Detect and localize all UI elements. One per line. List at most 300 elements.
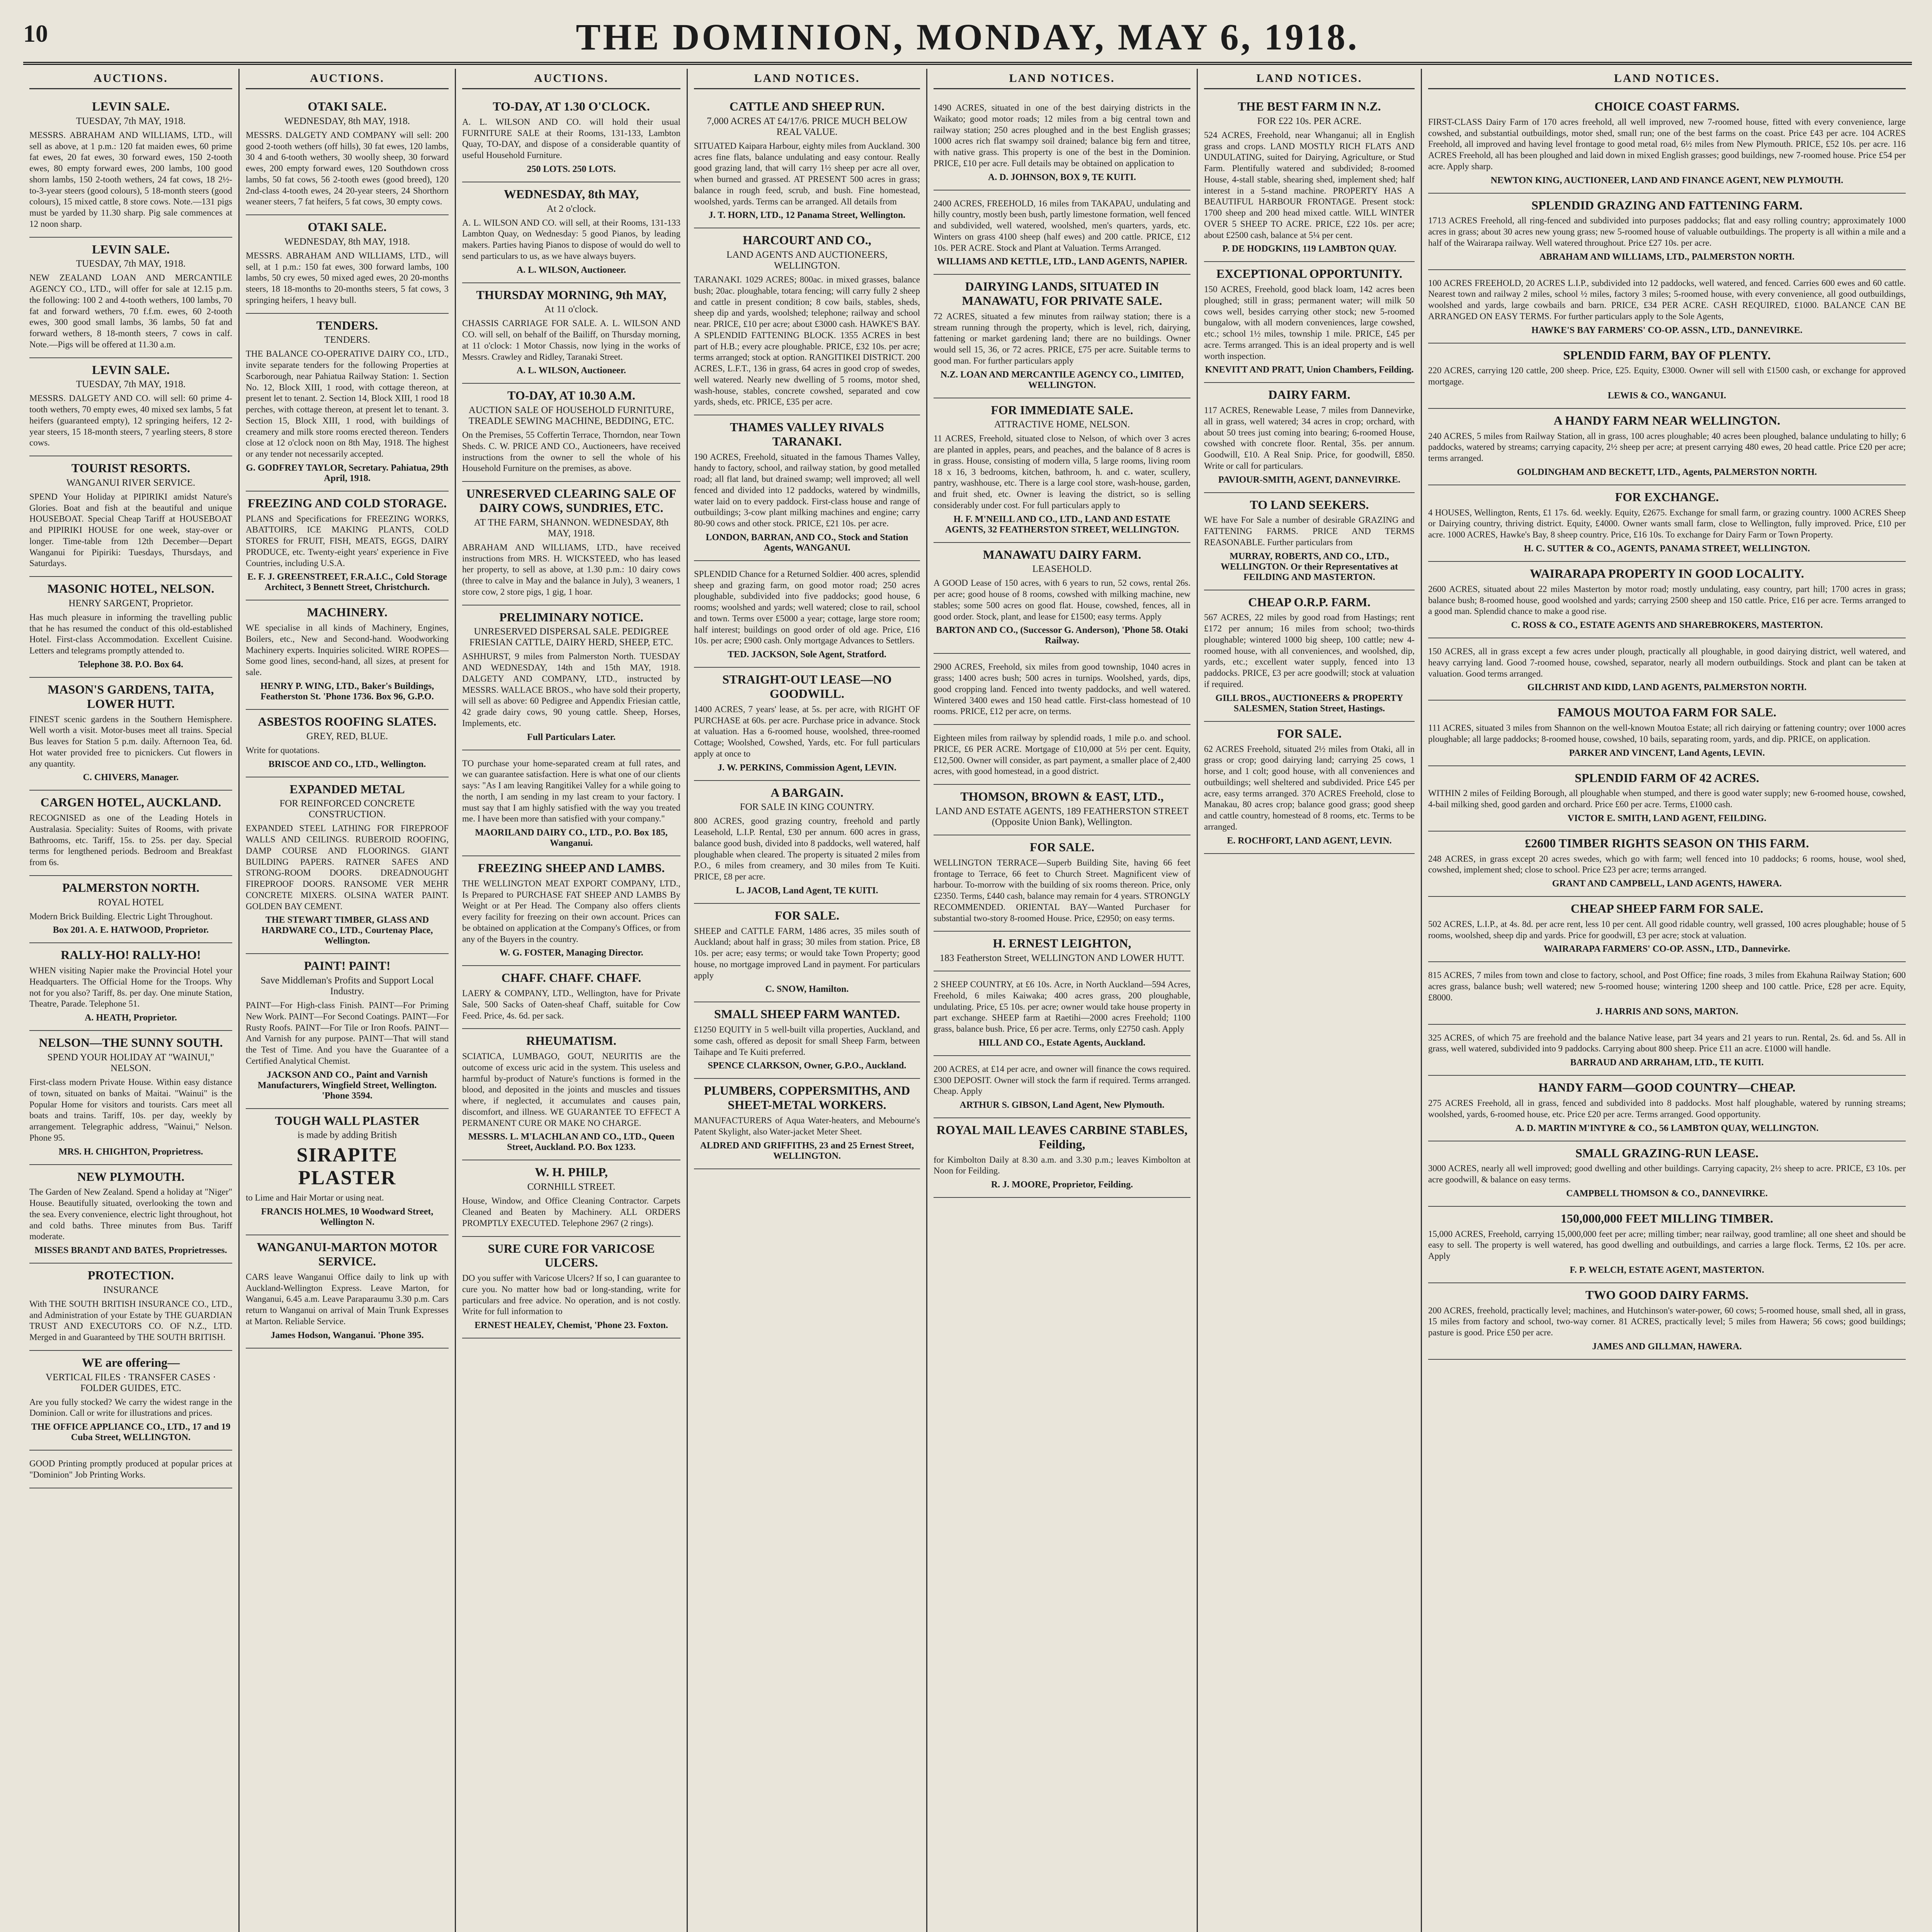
ad-heading: TO-DAY, AT 10.30 A.M. xyxy=(507,388,636,403)
ad-body: Are you fully stocked? We carry the widest range in the Dominion. Call or write for illustrations and prices. xyxy=(29,1397,232,1418)
classified-ad xyxy=(934,835,1190,932)
classified-ad xyxy=(1428,270,1906,344)
ad-signature: P. DE HODGKINS, 119 LAMBTON QUAY. xyxy=(1222,244,1396,254)
classified-ad xyxy=(29,876,232,944)
classified-ad xyxy=(694,781,920,904)
ad-body: TARANAKI. 1029 ACRES; 800ac. in mixed grasses, balance bush; 20ac. ploughable, totara fencing; will carry fully 2 sheep and cattle in present condition; 8 cow bails, stables, sheds, sheep dip and yards, woolshed; telephone; railway and school near. PRICE, £10 per acre; about £3000 cash. HAWKE'S BAY. A SPLENDID FATTENING BLOCK. 1355 ACRES in best part of H.B.; every acre ploughable. PRICE, £32 10s. per acre; terms arranged; stock at option. RANGITIKEI DISTRICT. 200 ACRES, L.F.T., 136 in grass, 64 acres in good crop of swedes, well watered. Nearly new dwelling of 5 rooms, motor shed, wash-house, stables, concrete cowshed, separated and cow yards, sheds, etc. PRICE, £35 per acre. xyxy=(694,275,920,407)
ad-body: House, Window, and Office Cleaning Contractor. Carpets Cleaned and Beaten by Machinery. ALL ORDERS PROMPTLY EXECUTED. Telephone 2967 (2 rings). xyxy=(462,1196,680,1228)
ad-heading: MACHINERY. xyxy=(307,605,388,619)
ad-signature: WILLIAMS AND KETTLE, LTD., LAND AGENTS, NAPIER. xyxy=(937,257,1187,267)
ad-heading: PALMERSTON NORTH. xyxy=(62,880,200,895)
ad-signature: C. ROSS & CO., ESTATE AGENTS AND SHAREBROKERS, MASTERTON. xyxy=(1511,620,1823,631)
classified-ad xyxy=(462,1029,680,1160)
ad-body: Modern Brick Building. Electric Light Throughout. xyxy=(29,911,213,921)
ad-heading: CHEAP SHEEP FARM FOR SALE. xyxy=(1570,901,1764,916)
ad-heading: ROYAL MAIL LEAVES CARBINE STABLES, Feilding, xyxy=(936,1123,1188,1151)
ad-body: 117 ACRES, Renewable Lease, 7 miles from Dannevirke, all in grass, well watered; 34 acres in crop; orchard, with about 50 trees just coming into bearing; 6-roomed House, cowshed with concrete floor. Rental, 35s. per annum. Goodwill, £10. A Real Snip. Price, for goodwill, £850. Write or call for particulars. xyxy=(1204,405,1415,471)
ad-signature: E. ROCHFORT, LAND AGENT, LEVIN. xyxy=(1227,835,1392,846)
ad-body: 150 ACRES, all in grass except a few acres under plough, practically all ploughable, in good dairying district, well watered, and heavy carrying land. Good 7-roomed house, cowshed, separator, nearly all modern outbuildings. Stock and plant can be taken at valuation. Good terms arranged. xyxy=(1428,646,1906,679)
ad-heading: SURE CURE FOR VARICOSE ULCERS. xyxy=(488,1241,655,1270)
ad-body: RECOGNISED as one of the Leading Hotels in Australasia. Speciality: Suites of Rooms, with private Bathrooms, etc. Tariff, 15s. to 25s. per day. Special terms for lengthened periods. Bedroom and Breakfast from 6s. xyxy=(29,813,232,867)
classified-ad xyxy=(934,654,1190,725)
classified-ad xyxy=(462,856,680,966)
ad-heading: A BARGAIN. xyxy=(770,785,844,799)
classified-ad xyxy=(462,384,680,482)
classified-ad xyxy=(934,95,1190,190)
ad-signature: Telephone 38. P.O. Box 64. xyxy=(78,659,184,670)
ad-signature: HENRY P. WING, LTD., Baker's Buildings, Featherston St. 'Phone 1736. Box 96, G.P.O. xyxy=(260,681,434,702)
column-heading: LAND NOTICES. xyxy=(934,69,1190,89)
ad-body: 502 ACRES, L.I.P., at 4s. 8d. per acre rent, less 10 per cent. All good ridable country, well grassed, 100 acres ploughable; house of 5 rooms, woolshed, sheep dip and yards. Price for goodwill, £3 per acre; stock at valuation. xyxy=(1428,919,1906,940)
ad-heading: THURSDAY MORNING, 9th MAY, xyxy=(476,287,667,302)
ad-body: 111 ACRES, situated 3 miles from Shannon on the well-known Moutoa Estate; all rich dairying or fattening country; over 1000 acres ploughable; all large paddocks; 8-roomed house, cowshed, 10 bails, separating room, yards, and dip. PRICE, on application. xyxy=(1428,723,1906,744)
classified-ad xyxy=(246,1235,449,1348)
ad-heading: FOR SALE. xyxy=(1029,840,1095,854)
ad-subheading: Save Middleman's Profits and Support Local Industry. xyxy=(260,975,434,997)
ad-signature: HILL AND CO., Estate Agents, Auckland. xyxy=(978,1037,1146,1048)
classified-ad xyxy=(462,95,680,182)
ad-body: MANUFACTURERS of Aqua Water-heaters, and Mebourne's Patent Skylight, also Water-jacket Meter Sheet. xyxy=(694,1116,920,1136)
ad-signature: G. GODFREY TAYLOR, Secretary. Pahiatua, 29th April, 1918. xyxy=(246,463,449,483)
columns xyxy=(23,69,1912,1932)
classified-ad xyxy=(934,398,1190,543)
ad-signature: ABRAHAM AND WILLIAMS, LTD., PALMERSTON NORTH. xyxy=(1539,252,1795,262)
classified-ad xyxy=(1428,701,1906,766)
classified-ad xyxy=(29,1351,232,1451)
ad-signature: E. F. J. GREENSTREET, F.R.A.I.C., Cold Storage Architect, 3 Bennett Street, Christchurch. xyxy=(247,572,447,593)
classified-ad xyxy=(462,605,680,750)
classified-ad xyxy=(934,932,1190,971)
ad-subheading: TENDERS. xyxy=(324,335,370,345)
ad-body: 2 SHEEP COUNTRY, at £6 10s. Acre, in North Auckland—594 Acres, Freehold, 6 miles Kaiwaka; 400 acres grass, 200 ploughable, undulating. Price, £5 10s. per acre; owner would take house property in part exchange. SHEEP farm at Raetihi—2000 acres Freehold; 1100 grass, balance bush. Price, £6 per acre. Terms, only £2750 cash. Apply xyxy=(934,980,1190,1034)
ad-signature: PAVIOUR-SMITH, AGENT, DANNEVIRKE. xyxy=(1218,474,1401,485)
ad-body: 815 ACRES, 7 miles from town and close to factory, school, and Post Office; fine roads, 3 miles from Ekahuna Railway Station; 600 acres grass, balance bush; well watered; new 5-roomed house; wintering 1200 sheep and 100 cattle. Price, £28 per acre. Equity, £8000. xyxy=(1428,970,1906,1002)
ad-signature: BARTON AND CO., (Successor G. Anderson), 'Phone 58. Otaki Railway. xyxy=(936,625,1188,646)
ad-signature: N.Z. LOAN AND MERCANTILE AGENCY CO., LIMITED, WELLINGTON. xyxy=(940,369,1184,390)
classified-ad xyxy=(29,1451,232,1488)
column-heading: AUCTIONS. xyxy=(246,69,449,89)
ad-heading: FOR SALE. xyxy=(1277,726,1342,740)
classified-ad xyxy=(694,561,920,668)
ad-signature: F. P. WELCH, ESTATE AGENT, MASTERTON. xyxy=(1570,1265,1764,1275)
ad-body: 567 ACRES, 22 miles by good road from Hastings; rent £172 per annum; 16 miles from school; two-thirds ploughable; wintered 1000 big sheep, 100 cattle; new 4-roomed house, with all conveniences, and woolshed, dip, yards, etc.; excellent water supply, fenced into 13 paddocks. PRICE, £3 per acre goodwill; stock at valuation if required. xyxy=(1204,612,1415,689)
ad-body: WHEN visiting Napier make the Provincial Hotel your Headquarters. The Official Home for the Troops. Why not for you also? Tariff, 8s. per day. One minute Station, Theatre, Parade. Telephone 51. xyxy=(29,966,232,1009)
ad-body: MESSRS. DALGETY AND CO. will sell: 60 prime 4-tooth wethers, 70 empty ewes, 40 mixed sex lambs, 5 fat heifers (guaranteed empty), 12 springing heifers, 12 2-year steers, 15 18-month steers, 7 yearling steers, 8 store cows. xyxy=(29,393,232,448)
ad-signature: BRISCOE AND CO., LTD., Wellington. xyxy=(268,759,426,769)
ad-signature: LONDON, BARRAN, AND CO., Stock and Station Agents, WANGANUI. xyxy=(706,532,908,553)
classified-ad xyxy=(1428,832,1906,897)
column-heading: AUCTIONS. xyxy=(462,69,680,89)
ad-heading: CATTLE AND SHEEP RUN. xyxy=(729,99,885,113)
ad-body: 200 ACRES, freehold, practically level; machines, and Hutchinson's water-power, 60 cows; 5-roomed house, small shed, all in grass, 15 miles from factory and school, two-way corner. 81 ACRES, practically level; 5 miles from Hawera; 56 cows; good buildings; pasture is good. Price £50 per acre. xyxy=(1428,1305,1906,1338)
column-3 xyxy=(456,69,688,1932)
ad-heading: SMALL SHEEP FARM WANTED. xyxy=(714,1007,900,1021)
ad-subheading: VERTICAL FILES · TRANSFER CASES · FOLDER GUIDES, ETC. xyxy=(46,1372,216,1393)
classified-ad xyxy=(1204,262,1415,383)
classified-ad xyxy=(1204,590,1415,722)
ad-body: LAERY & COMPANY, LTD., Wellington, have for Private Sale, 500 Sacks of Oaten-sheaf Chaff, suitable for Cow Feed. Price, 4s. 6d. per sack. xyxy=(462,988,680,1020)
ad-body: 1400 ACRES, 7 years' lease, at 5s. per acre, with RIGHT OF PURCHASE at 60s. per acre. Purchase price in advance. Stock at valuation. Has a 6-roomed house, woolshed, three-roomed Cottage; Woolshed, Cowshed, Yards, etc. For full particulars apply at once to xyxy=(694,704,920,759)
ad-body: 3000 ACRES, nearly all well improved; good dwelling and other buildings. Carrying capacity, 2½ sheep to acre. PRICE, £3 10s. per acre goodwill, & balance on easy terms. xyxy=(1428,1163,1906,1185)
ad-body: 62 ACRES Freehold, situated 2½ miles from Otaki, all in grass or crop; good dairying land; carrying 25 cows, 1 horse, and 1 colt; good house, with all conveniences and outbuildings; well sheltered and subdivided. Price £45 per acre, easy terms arranged. 370 ACRES Freehold, close to Manakau, 80 acres crop; balance good grass; good sheep and cattle country, homestead of 8 rooms, etc. Terms to be arranged. xyxy=(1204,744,1415,832)
ad-heading: WAIRARAPA PROPERTY IN GOOD LOCALITY. xyxy=(1530,566,1804,580)
ad-heading: MASON'S GARDENS, TAITA, LOWER HUTT. xyxy=(48,682,214,711)
ad-signature: W. G. FOSTER, Managing Director. xyxy=(499,948,643,958)
ad-signature: BARRAUD AND ARRAHAM, LTD., TE KUITI. xyxy=(1570,1058,1764,1068)
ad-signature: A. HEATH, Proprietor. xyxy=(85,1013,177,1023)
ad-body: 190 ACRES, Freehold, situated in the famous Thames Valley, handy to factory, school, and railway station, by good metalled road; all flat land, but drained swamp; well improved; all well fenced and divided into 12 paddocks, watered by windmills, water laid on to every paddock. First-class house and range of outbuildings; 3-cow plant milking machines and engine; carry 80-90 cows and other stock. PRICE, £21 10s. per acre. xyxy=(694,452,920,529)
classified-ad xyxy=(694,228,920,415)
classified-ad xyxy=(462,182,680,283)
ad-signature: KNEVITT AND PRATT, Union Chambers, Feilding. xyxy=(1205,365,1414,375)
column-6 xyxy=(1198,69,1422,1932)
ad-body: 15,000 ACRES, Freehold, carrying 15,000,000 feet per acre; milling timber; near railway, good tramline; all one sheet and should be easy to sell. The property is well watered, has good dwelling and outbuildings, and carries a large flock. Terms, £2 10s. per acre. Apply xyxy=(1428,1229,1906,1261)
ad-body: A GOOD Lease of 150 acres, with 6 years to run, 52 cows, rental 26s. per acre; good house of 8 rooms, cowshed with milking machine, new stables; some 500 acres on good flat. House, cowshed, fences, all in good order. Stock, plant, and lease for £1500; easy terms. Apply xyxy=(934,578,1190,621)
ad-heading: SPLENDID FARM, BAY OF PLENTY. xyxy=(1563,348,1771,362)
ad-heading: TO-DAY, AT 1.30 O'CLOCK. xyxy=(493,99,650,113)
ad-body: DO you suffer with Varicose Ulcers? If so, I can guarantee to cure you. No matter how bad or long-standing, write for particulars and free advice. No operation, and is not costly. Write for full information to xyxy=(462,1273,680,1316)
classified-ad xyxy=(1428,194,1906,270)
ad-heading: NELSON—THE SUNNY SOUTH. xyxy=(39,1036,223,1050)
ad-signature: NEWTON KING, AUCTIONEER, LAND AND FINANCE AGENT, NEW PLYMOUTH. xyxy=(1490,175,1844,185)
ad-body: FINEST scenic gardens in the Southern Hemisphere. Well worth a visit. Motor-buses meet all trains. Special Bus leaves for Station 5 p.m. daily. Afternoon Tea, 6d. Hot water provided free to picnickers. Cut flowers in any quantity. xyxy=(29,714,232,769)
ad-signature: MAORILAND DAIRY CO., LTD., P.O. Box 185, Wanganui. xyxy=(475,828,668,849)
classified-ad xyxy=(934,785,1190,835)
ad-signature: FRANCIS HOLMES, 10 Woodward Street, Wellington N. xyxy=(261,1207,434,1228)
ad-heading: WE are offering— xyxy=(82,1355,180,1369)
ad-body: THE BALANCE CO-OPERATIVE DAIRY CO., LTD., invite separate tenders for the following Properties at Scarborough, near Pahiatua Railway Station: 1. Section No. 12, Block XIII, 1 rood, with cottage thereon, at present let to tenant. 2. Section 14, Block XIII, 1 rood 18 perches, with cottage thereon, at present let to tenant. 3. Section 15, Block XIII, 1 rood, with buildings of creamery and milk store rooms erected thereon. Tenders close at 12 o'clock noon on 8th May, 1918. The highest or any tender not necessarily accepted. xyxy=(246,349,449,459)
classified-ad xyxy=(1428,95,1906,194)
ad-heading: EXCEPTIONAL OPPORTUNITY. xyxy=(1216,267,1403,281)
ad-subheading: TUESDAY, 7th MAY, 1918. xyxy=(76,379,186,390)
ad-subheading: UNRESERVED DISPERSAL SALE. PEDIGREE FRIESIAN CATTLE, DAIRY HERD, SHEEP, ETC. xyxy=(469,626,673,648)
classified-ad xyxy=(934,275,1190,398)
classified-ad xyxy=(1428,1076,1906,1141)
classified-ad xyxy=(29,577,232,678)
column-heading: LAND NOTICES. xyxy=(694,69,920,89)
ad-signature: R. J. MOORE, Proprietor, Feilding. xyxy=(991,1180,1133,1190)
ad-subheading: 7,000 ACRES AT £4/17/6. PRICE MUCH BELOW REAL VALUE. xyxy=(706,116,908,137)
ad-body: On the Premises, 55 Coffertin Terrace, Thorndon, near Town Sheds. C. W. PRICE AND CO., Auctioneers, have received instructions from the owner to sell the whole of his Household Furniture on the premises, as above. xyxy=(462,430,680,473)
classified-ad xyxy=(694,415,920,561)
ad-body: 2400 ACRES, FREEHOLD, 16 miles from TAKAPAU, undulating and hilly country, mostly been bush, partly limestone formation, well fenced and subdivided, well watered, woolshed, men's quarters, yards, etc. Winters on grass 4100 sheep (half ewes) and 200 cattle. PRICE, £12 10s. PER ACRE. Stock and Plant at Valuation. Terms Arranged. xyxy=(934,198,1190,253)
ad-heading: PROTECTION. xyxy=(87,1268,174,1282)
ad-heading: FOR IMMEDIATE SALE. xyxy=(991,403,1133,417)
ad-signature: GILL BROS., AUCTIONEERS & PROPERTY SALESMEN, Station Street, Hastings. xyxy=(1215,693,1403,714)
ad-body: MESSRS. DALGETY AND COMPANY will sell: 200 good 2-tooth wethers (off hills), 30 fat ewes, 120 lambs, 30 4 and 6-tooth wethers, 30 woolly sheep, 30 forward ewes, 200 empty forward ewes, 120 Southdown cross lambs, 50 fat cows, 56 2-tooth ewes (good breed), 120 2nd-class 4-tooth ewes, 24 20-year steers, 24 Shorthorn weaner steers, 7 fat heifers, 5 fat cows, 30 empty cows. xyxy=(246,130,449,207)
ad-body: 100 ACRES FREEHOLD, 20 ACRES L.I.P., subdivided into 12 paddocks, well watered, and fenced. Carries 600 ewes and 60 cattle. Nearest town and railway 2 miles, school ½ miles, factory 3 miles; 5-roomed house, with every convenience, all good outbuildings, woolshed and yards, large cowbails and barn. PRICE, £34 PER ACRE. CASH REQUIRED, £1000. BALANCE CAN BE ARRANGED ON EASY TERMS. For further particulars apply to the Sole Agents, xyxy=(1428,278,1906,321)
ad-heading: OTAKI SALE. xyxy=(308,220,387,234)
column-1 xyxy=(23,69,240,1932)
classified-ad xyxy=(246,777,449,954)
classified-ad xyxy=(934,971,1190,1056)
ad-heading: SMALL GRAZING-RUN LEASE. xyxy=(1575,1146,1759,1160)
ad-body: CARS leave Wanganui Office daily to link up with Auckland-Wellington Express. Leave Marton, for Wanganui, 6.45 a.m. Leave Paraparaumu 3.30 p.m. Cars return to Wanganui on arrival of Main Trunk Expresses at Marton. Reliable Service. xyxy=(246,1272,449,1326)
ad-heading: TENDERS. xyxy=(316,318,378,332)
ad-subheading: TUESDAY, 7th MAY, 1918. xyxy=(76,259,186,269)
ad-body: PAINT—For High-class Finish. PAINT—For Priming New Work. PAINT—For Second Coatings. PAINT—For Rusty Roofs. PAINT—For Tile or Iron Roofs. PAINT—And Varnish for any purpose. PAINT—That will stand the Test of Time. And you have the Guarantee of a Certified Analytical Chemist. xyxy=(246,1000,449,1066)
masthead xyxy=(23,15,1912,65)
column-5 xyxy=(927,69,1198,1932)
ad-body: ABRAHAM AND WILLIAMS, LTD., have received instructions from MRS. H. WICKSTEED, who has leased her property, to sell as above, at 1.30 p.m.: 10 dairy cows (three to calve in May and the balance in July), 3 weaners, 1 store cow, 2 store pigs, 1 gig, 1 hoar. xyxy=(462,542,680,597)
classified-ad xyxy=(246,215,449,314)
classified-ad xyxy=(694,95,920,228)
ad-body: Has much pleasure in informing the travelling public that he has resumed the conduct of this old-established Hotel. First-class Accommodation. Excellent Cuisine. Letters and telegrams promptly attended to. xyxy=(29,612,232,656)
classified-ad xyxy=(246,492,449,601)
classified-ad xyxy=(29,678,232,791)
ad-body: PLANS and Specifications for FREEZING WORKS, ABATTOIRS, ICE MAKING PLANTS, COLD STORES for FRUIT, FISH, MEATS, EGGS, DAIRY PRODUCE, etc. Twenty-eight years' experience in Five Countries, including U.S.A. xyxy=(246,514,449,568)
classified-ad xyxy=(934,1118,1190,1198)
ad-heading: RALLY-HO! RALLY-HO! xyxy=(61,948,201,962)
ad-signature: PARKER AND VINCENT, Land Agents, LEVIN. xyxy=(1569,748,1765,758)
ad-signature: THE OFFICE APPLIANCE CO., LTD., 17 and 19 Cuba Street, WELLINGTON. xyxy=(31,1422,231,1443)
ad-body: The Garden of New Zealand. Spend a holiday at "Niger" House. Beautifully situated, overlooking the town and the sea. Every convenience, electric light throughout, hot and cold baths. Three minutes from Bus. Tariff moderate. xyxy=(29,1187,232,1242)
ad-body: A. L. WILSON AND CO. will hold their usual FURNITURE SALE at their Rooms, 131-133, Lambton Quay, TO-DAY, and dispose of a considerable quantity of useful Household Furniture. xyxy=(462,117,680,160)
ad-body: WE specialise in all kinds of Machinery, Engines, Boilers, etc., New and Second-hand. Woodworking Machinery experts. Inquiries solicited. WIRE ROPES—Some good lines, second-hand, all sizes, at present for sale. xyxy=(246,623,449,677)
ad-display-text: SIRAPITE PLASTER xyxy=(296,1144,398,1189)
ad-heading: PRELIMINARY NOTICE. xyxy=(499,610,643,624)
ad-body: Eighteen miles from railway by splendid roads, 1 mile p.o. and school. PRICE, £6 PER ACRE. Mortgage of £10,000 at 5½ per cent. Equity, £12,500. Owner will consider, as part payment, a smaller place of 2,400 acres, with good homestead, in a good district. xyxy=(934,733,1190,776)
ad-heading: SPLENDID GRAZING AND FATTENING FARM. xyxy=(1531,198,1803,212)
classified-ad xyxy=(1428,897,1906,962)
classified-ad xyxy=(1428,562,1906,638)
ad-signature: VICTOR E. SMITH, LAND AGENT, FEILDING. xyxy=(1567,813,1767,823)
ad-heading: WEDNESDAY, 8th MAY, xyxy=(503,187,639,201)
ad-body: to Lime and Hair Mortar or using neat. xyxy=(246,1193,384,1203)
ad-heading: ASBESTOS ROOFING SLATES. xyxy=(258,714,437,728)
classified-ad xyxy=(246,600,449,710)
classified-ad xyxy=(1204,722,1415,854)
ad-heading: DAIRYING LANDS, SITUATED IN MANAWATU, FOR PRIVATE SALE. xyxy=(962,279,1162,308)
classified-ad xyxy=(1204,383,1415,493)
classified-ad xyxy=(1428,638,1906,701)
ad-body: 325 ACRES, of which 75 are freehold and the balance Native lease, part 34 years and 21 years to run. Rental, 2s. 6d. and 5s. All in grass, well watered, subdivided into 9 paddocks. Carrying about 800 sheep. Price £11 an acre. £1000 will handle. xyxy=(1428,1032,1906,1054)
classified-ad xyxy=(29,943,232,1031)
ad-heading: £2600 TIMBER RIGHTS SEASON ON THIS FARM. xyxy=(1525,836,1809,850)
ad-subheading: WANGANUI RIVER SERVICE. xyxy=(66,477,196,488)
ad-heading: FREEZING SHEEP AND LAMBS. xyxy=(478,861,665,875)
column-heading: LAND NOTICES. xyxy=(1204,69,1415,89)
classified-ad xyxy=(1428,1141,1906,1207)
ad-body: ASHHURST, 9 miles from Palmerston North. TUESDAY AND WEDNESDAY, 14th and 15th MAY, 1918. DALGETY AND COMPANY, LTD., instructed by MESSRS. WALLACE BROS., who have sold their property, will sell as above: 60 Pedigree and Appendix Friesian cattle, 42 grade dairy cows, 90 young cattle. Sheep, Horses, Implements, etc. xyxy=(462,651,680,728)
ad-body: 150 ACRES, Freehold, good black loam, 142 acres been ploughed; still in grass; permanent water; will milk 50 cows well, besides carrying other stock; new 5-roomed bungalow, with all modern conveniences, large cowshed, etc.; school 1½ miles, township 1 mile. PRICE, £45 per acre. Terms arranged. This is an ideal property and is well worth inspection. xyxy=(1204,284,1415,361)
ad-signature: C. SNOW, Hamilton. xyxy=(765,984,849,995)
classified-ad xyxy=(1204,493,1415,590)
ad-heading: TOUGH WALL PLASTER xyxy=(275,1113,420,1128)
ad-heading: FAMOUS MOUTOA FARM FOR SALE. xyxy=(1557,705,1777,719)
ad-body: 524 ACRES, Freehold, near Whanganui; all in English grass and crops. LAND MOSTLY RICH FLATS AND UNDULATING, suited for Dairying, Agriculture, or Stud Farm. Plentifully watered and subdivided; 8-roomed House, 4-stall stable, shearing shed, implement shed; half interest in a 5-stand machine. PROPERTY HAS A BEAUTIFUL HARBOUR FRONTAGE. Present stock: 1700 sheep and 200 head mixed cattle. WILL WINTER OVER 5 SHEEP TO ACRE. PRICE, £22 10s. per acre; about £2500 cash, balance at 5¼ per cent. xyxy=(1204,130,1415,240)
ad-heading: MANAWATU DAIRY FARM. xyxy=(983,547,1141,561)
ad-subheading: LAND AGENTS AND AUCTIONEERS, WELLINGTON. xyxy=(726,250,888,271)
ad-body: SPLENDID Chance for a Returned Soldier. 400 acres, splendid sheep and grazing farm, on good motor road; 250 acres ploughable, subdivided into five paddocks; good house, 6 rooms; woolshed and yards; well watered; close to rail, school and town. Terms over £5000 a year; cottage, large store room; half interest; buildings on good order of old age. Price, £16 10s. per acre; £900 cash. Only mortgage Advances to Settlers. xyxy=(694,569,920,646)
ad-signature: ERNEST HEALEY, Chemist, 'Phone 23. Foxton. xyxy=(474,1320,668,1331)
ad-heading: MASONIC HOTEL, NELSON. xyxy=(47,582,214,596)
ad-body: £1250 EQUITY in 5 well-built villa properties, Auckland, and some cash, offered as deposit for small Sheep Farm, between Taihape and Te Kuiti preferred. xyxy=(694,1025,920,1057)
ad-heading: TWO GOOD DAIRY FARMS. xyxy=(1585,1287,1748,1302)
ad-body: 4 HOUSES, Wellington, Rents, £1 17s. 6d. weekly. Equity, £2675. Exchange for small farm, or grazing country. 1000 ACRES Sheep or Dairying country, thriving district. Equity, £4000. Owner wants small farm, close to Wellington, fully improved. Price, £10 per acre. 1000 ACRES, Hawke's Bay, 8 sheep country. Price, £16 10s. To exchange for Dairy Farm or Town Property. xyxy=(1428,507,1906,540)
ad-subheading: HENRY SARGENT, Proprietor. xyxy=(68,598,193,609)
ad-signature: LEWIS & CO., WANGANUI. xyxy=(1607,390,1726,401)
ad-signature: J. HARRIS AND SONS, MARTON. xyxy=(1595,1006,1738,1017)
classified-ad xyxy=(1428,344,1906,409)
classified-ad xyxy=(29,456,232,577)
ad-body: 248 ACRES, in grass except 20 acres swedes, which go with farm; well fenced into 10 paddocks; 6 rooms, house, wool shed, cowshed, implement shed; close to school. Price £23 per acre; terms arranged. xyxy=(1428,854,1906,875)
classified-ad xyxy=(246,1109,449,1236)
ad-heading: TO LAND SEEKERS. xyxy=(1250,497,1369,512)
classified-ad xyxy=(1428,485,1906,562)
ad-subheading: CORNHILL STREET. xyxy=(527,1182,616,1192)
ad-body: NEW ZEALAND LOAN AND MERCANTILE AGENCY CO., LTD., will offer for sale at 12.15 p.m. the following: 100 2 and 4-tooth wethers, 100 lambs, 70 fat and forward wethers, 70 f.f.m. ewes, 60 2-tooth ewes, 300 good small lambs, 36 lambs, 50 fat and forward wethers, 8 18-month steers, 7 cows in calf. Note.—Pigs will be offered at 11.30 a.m. xyxy=(29,273,232,349)
ad-body: WITHIN 2 miles of Feilding Borough, all ploughable when stumped, and there is good water supply; new 6-roomed house, cowshed, 4-bail milking shed, good garden and orchard. Price £60 per acre. Terms, £1000 cash. xyxy=(1428,788,1906,810)
ad-heading: THAMES VALLEY RIVALS TARANAKI. xyxy=(730,420,884,448)
ad-signature: A. D. JOHNSON, BOX 9, TE KUITI. xyxy=(988,172,1136,182)
ad-signature: JAMES AND GILLMAN, HAWERA. xyxy=(1592,1341,1742,1352)
ad-signature: A. L. WILSON, Auctioneer. xyxy=(516,366,626,376)
ad-body: for Kimbolton Daily at 8.30 a.m. and 3.30 p.m.; leaves Kimbolton at Noon for Feilding. xyxy=(934,1155,1190,1176)
ad-signature: James Hodson, Wanganui. 'Phone 395. xyxy=(270,1330,424,1340)
ad-heading: DAIRY FARM. xyxy=(1268,388,1350,402)
ad-body: Write for quotations. xyxy=(246,745,320,755)
classified-ad xyxy=(29,1264,232,1351)
classified-ad xyxy=(1428,1025,1906,1076)
page-number: 10 xyxy=(23,20,48,47)
classified-ad xyxy=(462,482,680,605)
ad-body: 275 ACRES Freehold, all in grass, fenced and subdivided into 8 paddocks. Most half ploughable, watered by running streams; woolshed, yards, 6-roomed house, etc. Price £20 per acre. Terms arranged. Good opportunity. xyxy=(1428,1098,1906,1119)
ad-body: EXPANDED STEEL LATHING FOR FIREPROOF WALLS AND CEILINGS. RUBEROID ROOFING, DAMP COURSE AND FLOORINGS. GIANT BUILDING PAPERS. RATNER SAFES AND STRONG-ROOM DOORS. DREADNOUGHT FIREPROOF DOORS. RANSOME VER MEHR CONCRETE MIXERS. OLSINA WATER PAINT. GOLDEN BAY CEMENT. xyxy=(246,823,449,911)
classified-ad xyxy=(462,1160,680,1236)
ad-subheading: WEDNESDAY, 8th MAY, 1918. xyxy=(284,116,410,126)
classified-ad xyxy=(1428,766,1906,832)
ad-signature: L. JACOB, Land Agent, TE KUITI. xyxy=(736,885,878,896)
ad-body: FIRST-CLASS Dairy Farm of 170 acres freehold, all well improved, new 7-roomed house, fitted with every convenience, large cowshed, and substantial outbuildings, motor shed, small run; one of the best farms on the coast. Price £43 per acre. 104 ACRES Freehold, all improved and having level frontage to good metal road, 6½ miles from New Plymouth. PRICE, £52 10s. per acre. 116 ACRES Freehold, all has been ploughed and laid down in mixed English grasses; good buildings, new 7-roomed house. Price £54 per acre. Apply sharp. xyxy=(1428,117,1906,171)
ad-body: 800 ACRES, good grazing country, freehold and partly Leasehold, L.I.P. Rental, £30 per annum. 600 acres in grass, balance good bush, divided into 8 paddocks, well watered, half ploughable when cleared. The property is situated 2 miles from P.O., 6 miles from creamery, and 30 miles from Te Kuiti. PRICE, £8 per acre. xyxy=(694,816,920,882)
classified-ad xyxy=(29,791,232,876)
classified-ad xyxy=(462,750,680,857)
ad-body: THE WELLINGTON MEAT EXPORT COMPANY, LTD., Is Prepared to PURCHASE FAT SHEEP AND LAMBS By Weight or at Per Head. The Company also offers clients every facility for freezing on their own account. Prices can be obtained on application at the Company's Offices, or from any of the Buyers in the country. xyxy=(462,878,680,944)
classified-ad xyxy=(246,954,449,1109)
ad-heading: TOURIST RESORTS. xyxy=(71,461,190,475)
classified-ad xyxy=(246,314,449,492)
ad-heading: OTAKI SALE. xyxy=(308,99,387,113)
ad-signature: HAWKE'S BAY FARMERS' CO-OP. ASSN., LTD., DANNEVIRKE. xyxy=(1531,325,1803,335)
ad-heading: FREEZING AND COLD STORAGE. xyxy=(247,496,447,510)
ad-body: First-class modern Private House. Within easy distance of town, situated on banks of Maitai. "Wainui" is the Popular Home for visitors and tourists. Cars meet all boats and trains. Tariff, 10s. per day, weekly by arrangement. Telegraphic address, "Wainui," Nelson. Phone 95. xyxy=(29,1077,232,1143)
ad-body: SITUATED Kaipara Harbour, eighty miles from Auckland. 300 acres fine flats, balance undulating and easy contour. Really good grazing land, that will carry 1½ sheep per acre all over, when burned and grassed. AT PRESENT 500 acres in grass; balance in rough feed, scrub, and bush. Fine homestead, woolshed, yards. Terms can be arranged. All details from xyxy=(694,141,920,206)
ad-heading: THOMSON, BROWN & EAST, LTD., xyxy=(960,789,1164,804)
ad-signature: JACKSON AND CO., Paint and Varnish Manufacturers, Wingfield Street, Wellington. 'Phone 3594. xyxy=(257,1070,437,1101)
ad-heading: CHOICE COAST FARMS. xyxy=(1594,99,1740,113)
ad-signature: J. W. PERKINS, Commission Agent, LEVIN. xyxy=(718,762,896,773)
ad-heading: STRAIGHT-OUT LEASE—NO GOODWILL. xyxy=(722,672,892,701)
ad-heading: FOR SALE. xyxy=(774,908,840,922)
classified-ad xyxy=(694,1079,920,1169)
ad-signature: MURRAY, ROBERTS, AND CO., LTD., WELLINGTON. Or their Representatives at FEILDING AND MASTERTON. xyxy=(1221,551,1398,582)
ad-signature: TED. JACKSON, Sole Agent, Stratford. xyxy=(728,650,886,660)
ad-body: SCIATICA, LUMBAGO, GOUT, NEURITIS are the outcome of excess uric acid in the system. This useless and harmful by-product of Nature's functions is formed in the blood, and deposited in the joints and muscles and tissues where, if neglected, it accumulates and causes pain, discomfort, and illness. WE GUARANTEE TO EFFECT A PERMANENT CURE OR MAKE NO CHARGE. xyxy=(462,1051,680,1128)
ad-heading: RHEUMATISM. xyxy=(526,1034,617,1048)
classified-ad xyxy=(934,725,1190,785)
classified-ad xyxy=(29,238,232,358)
ad-heading: LEVIN SALE. xyxy=(92,99,170,113)
ad-signature: H. F. M'NEILL AND CO., LTD., LAND AND ESTATE AGENTS, 32 FEATHERSTON STREET, WELLINGTON. xyxy=(945,514,1179,535)
ad-body: SHEEP and CATTLE FARM, 1486 acres, 35 miles south of Auckland; about half in grass; 30 miles from station. Price, £8 10s. per acre; easy terms; or would take Town Property; good house, no mortgage improved Land in payment. For particulars apply xyxy=(694,926,920,980)
ad-signature: A. L. WILSON, Auctioneer. xyxy=(516,265,626,275)
ad-heading: HARCOURT AND CO., xyxy=(743,233,871,247)
classified-ad xyxy=(29,1031,232,1165)
classified-ad xyxy=(1204,95,1415,262)
ad-signature: H. C. SUTTER & CO., AGENTS, PANAMA STREET, WELLINGTON. xyxy=(1524,543,1810,554)
column-heading: AUCTIONS. xyxy=(29,69,232,89)
ad-subheading: At 2 o'clock. xyxy=(546,203,596,214)
column-7 xyxy=(1422,69,1912,1932)
ad-subheading: AT THE FARM, SHANNON. WEDNESDAY, 8th MAY, 1918. xyxy=(474,517,669,539)
classified-ad xyxy=(462,283,680,384)
classified-ad xyxy=(934,1056,1190,1118)
ad-signature: Full Particulars Later. xyxy=(527,732,616,742)
ad-heading: FOR EXCHANGE. xyxy=(1615,490,1719,504)
ad-body: 200 ACRES, at £14 per acre, and owner will finance the cows required. £300 DEPOSIT. Owner will stock the farm if required. Terms arranged. Cheap. Apply xyxy=(934,1064,1190,1096)
ad-subheading: GREY, RED, BLUE. xyxy=(306,731,388,742)
ad-body: A. L. WILSON AND CO. will sell, at their Rooms, 131-133 Lambton Quay, on Wednesday: 5 good Pianos, by leading makers. Parties having Pianos to dispose of would do well to send particulars to us, as we have always buyers. xyxy=(462,218,680,261)
ad-heading: WANGANUI-MARTON MOTOR SERVICE. xyxy=(257,1240,438,1268)
ad-signature: MISSES BRANDT AND BATES, Proprietresses. xyxy=(34,1245,227,1256)
classified-ad xyxy=(1428,962,1906,1024)
ad-body: 240 ACRES, 5 miles from Railway Station, all in grass, 100 acres ploughable; 40 acres been ploughed, balance undulating to hilly; 6 paddocks, watered by streams; carrying capacity, 2½ sheep per acre; at present carrying 480 ewes, 20 head cattle. Price £20 per acre; terms arranged. xyxy=(1428,431,1906,463)
newspaper-title: THE DOMINION, MONDAY, MAY 6, 1918. xyxy=(576,16,1359,58)
ad-subheading: FOR £22 10s. PER ACRE. xyxy=(1257,116,1362,126)
classified-ad xyxy=(1428,409,1906,485)
classified-ad xyxy=(246,95,449,215)
ad-body: 2600 ACRES, situated about 22 miles Masterton by motor road; mostly undulating, easy country, part hill; 1700 acres in grass; balance bush; 8-roomed house, good woolshed and yards; carrying 2500 sheep and 150 cattle. Price, £16 per acre. Terms arranged to a good man. Splendid chance to make a good rise. xyxy=(1428,584,1906,616)
ad-subheading: WEDNESDAY, 8th MAY, 1918. xyxy=(284,236,410,247)
ad-signature: MESSRS. L. M'LACHLAN AND CO., LTD., Queen Street, Auckland. P.O. Box 1233. xyxy=(468,1132,675,1153)
ad-body: 220 ACRES, carrying 120 cattle, 200 sheep. Price, £25. Equity, £3000. Owner will sell with £1500 cash, or exchange for approved mortgage. xyxy=(1428,366,1906,387)
ad-signature: GOLDINGHAM AND BECKETT, LTD., Agents, PALMERSTON NORTH. xyxy=(1517,467,1817,477)
ad-subheading: AUCTION SALE OF HOUSEHOLD FURNITURE, TREADLE SEWING MACHINE, BEDDING, ETC. xyxy=(468,405,674,427)
ad-heading: H. ERNEST LEIGHTON, xyxy=(993,936,1131,951)
ad-signature: A. D. MARTIN M'INTYRE & CO., 56 LAMBTON QUAY, WELLINGTON. xyxy=(1515,1123,1819,1133)
ad-signature: ALDRED AND GRIFFITHS, 23 and 25 Ernest Street, WELLINGTON. xyxy=(700,1140,914,1161)
classified-ad xyxy=(694,668,920,781)
classified-ad xyxy=(694,1002,920,1079)
classified-ad xyxy=(29,95,232,238)
classified-ad xyxy=(462,1237,680,1339)
ad-heading: HANDY FARM—GOOD COUNTRY—CHEAP. xyxy=(1538,1080,1796,1095)
ad-body: 11 ACRES, Freehold, situated close to Nelson, of which over 3 acres are planted in apples, pears, and peaches, and the balance of 8 acres is in grass. House, consisting of modern villa, 5 large rooms, living room 18 x 16, 3 bedrooms, kitchen, bathroom, h. and c. water, scullery, pantry, washhouse, etc. There is a large cool store, wash-house, garden, and fruit shed, etc. Owner is leaving the district, so is selling considerably under cost. For full particulars apply to xyxy=(934,434,1190,510)
ad-signature: C. CHIVERS, Manager. xyxy=(83,772,179,783)
ad-signature: CAMPBELL THOMSON & CO., DANNEVIRKE. xyxy=(1566,1188,1768,1199)
ad-subheading: TUESDAY, 7th MAY, 1918. xyxy=(76,116,186,126)
ad-subheading: SPEND YOUR HOLIDAY AT "WAINUI," NELSON. xyxy=(47,1052,214,1074)
column-4 xyxy=(688,69,927,1932)
ad-heading: SPLENDID FARM OF 42 ACRES. xyxy=(1575,770,1759,785)
ad-subheading: LAND AND ESTATE AGENTS, 189 FEATHERSTON STREET (Opposite Union Bank), Wellington. xyxy=(935,806,1189,827)
ad-signature: ARTHUR S. GIBSON, Land Agent, New Plymouth. xyxy=(959,1100,1165,1111)
ad-heading: CHAFF. CHAFF. CHAFF. xyxy=(501,971,641,985)
classified-ad xyxy=(934,190,1190,275)
ad-body: With THE SOUTH BRITISH INSURANCE CO., LTD., and Administration of your Estate by THE GUARDIAN TRUST AND EXECUTORS CO. OF N.Z., LTD. Merged in and Guaranteed by THE SOUTH BRITISH. xyxy=(29,1299,232,1342)
ad-heading: W. H. PHILP, xyxy=(535,1165,608,1179)
ad-subheading: INSURANCE xyxy=(103,1284,159,1295)
ad-body: MESSRS. ABRAHAM AND WILLIAMS, LTD., will sell as above, at 1 p.m.: 120 fat maiden ewes, 60 prime fat ewes, 20 fat ewes, 30 forward ewes, 150 2-tooth ewes, 80 empty forward ewes, 200 lambs, 100 good shorn lambs, 150 2-tooth wethers, 24 fat cows, 18 2½-to-3-year steers (good colours), 5 18-month steers (good colours), 15 mixed cattle, 8 store cows. Note.—131 pigs must be yarded by 11.30 sharp. Pig sale commences at 12 noon sharp. xyxy=(29,130,232,229)
ad-signature: SPENCE CLARKSON, Owner, G.P.O., Auckland. xyxy=(707,1061,906,1071)
ad-subheading: ATTRACTIVE HOME, NELSON. xyxy=(994,419,1130,430)
ad-body: SPEND Your Holiday at PIPIRIKI amidst Nature's Glories. Boat and fish at the beautiful and unique HOUSEBOAT. Special Cheap Tariff at HOUSEBOAT and PIPIRIKI HOUSE for one week, stay-over or longer. Time-table from 12th December—Depart Wanganui for Pipiriki: Tuesdays, Thursdays, and Saturdays. xyxy=(29,492,232,568)
ad-heading: EXPANDED METAL xyxy=(289,782,405,796)
ad-signature: GILCHRIST AND KIDD, LAND AGENTS, PALMERSTON NORTH. xyxy=(1527,682,1807,693)
classified-ad xyxy=(29,1165,232,1264)
ad-heading: THE BEST FARM IN N.Z. xyxy=(1238,99,1381,113)
